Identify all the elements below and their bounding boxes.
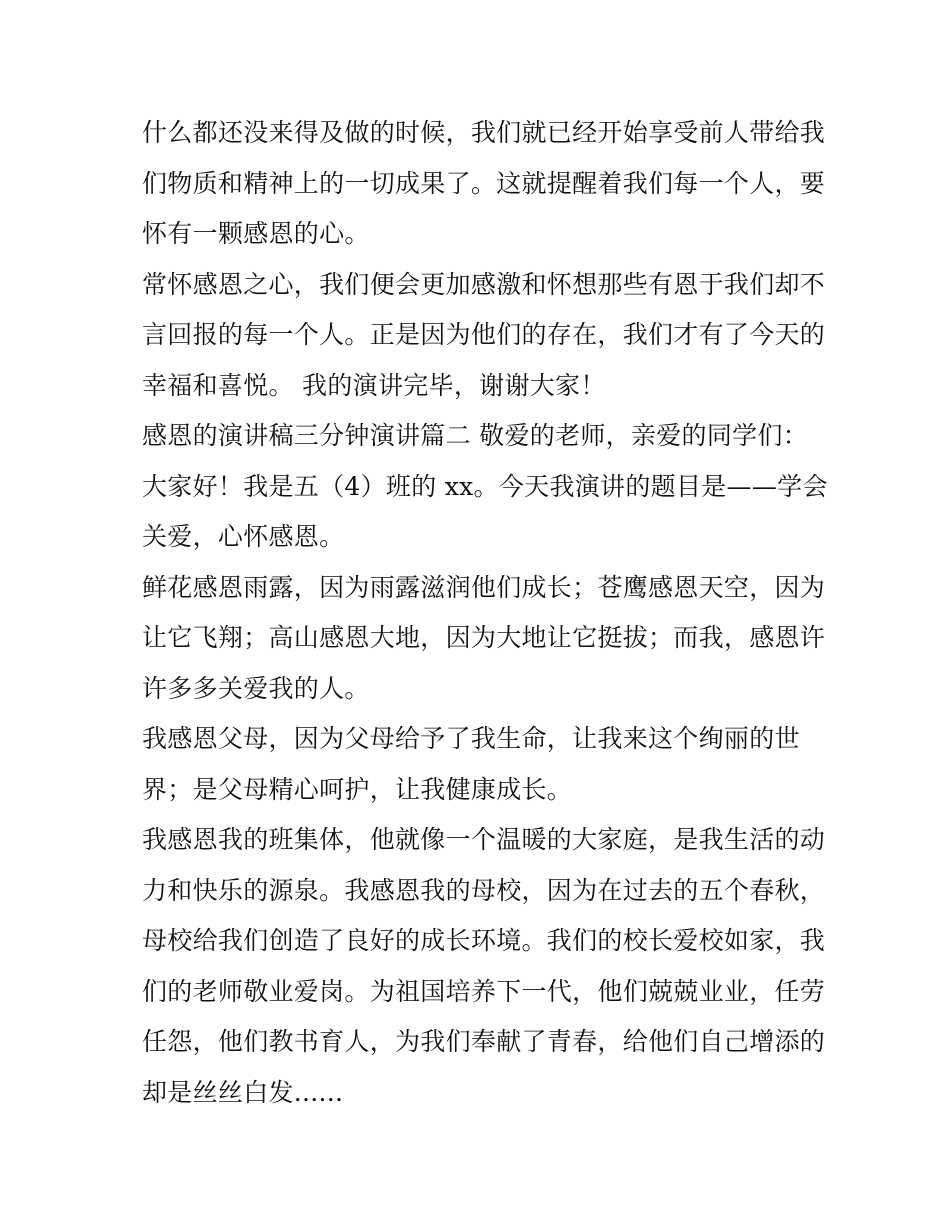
text-line: 鲜花感恩雨露，因为雨露滋润他们成长；苍鹰感恩天空，因为 [142, 572, 826, 602]
paragraph-greeting [142, 462, 828, 563]
text-line: 我感恩我的班集体，他就像一个温暖的大家庭，是我生活的动 [142, 825, 826, 854]
text-line: 言回报的每一个人。正是因为他们的存在，我们才有了今天的 [142, 320, 826, 349]
text-line: 关爱，心怀感恩。 [142, 522, 345, 551]
paragraph-class-and-school [142, 815, 826, 1118]
paragraph-speech-ending [142, 260, 826, 412]
text-line: 们的老师敬业爱岗。为祖国培养下一代，他们兢兢业业，任劳 [142, 976, 826, 1006]
text-line: 许多多关爱我的人。 [142, 673, 370, 703]
text-line: 任怨，他们教书育人，为我们奉献了青春，给他们自己增添的 [142, 1027, 826, 1056]
text-line: 大家好！我是五（4）班的 xx。今天我演讲的题目是——学会 [142, 471, 828, 501]
paragraph-parents [142, 714, 822, 815]
text-line: 什么都还没来得及做的时候，我们就已经开始享受前人带给我 [142, 118, 826, 147]
text-line: 母校给我们创造了良好的成长环境。我们的校长爱校如家，我 [142, 926, 826, 955]
text-line: 我感恩父母，因为父母给予了我生命，让我来这个绚丽的世 [142, 724, 800, 753]
document-body [142, 108, 828, 1118]
paragraph-speech-two-heading [142, 411, 822, 462]
text-line: 幸福和喜悦。 我的演讲完毕，谢谢大家！ [142, 370, 606, 400]
text-line: 们物质和精神上的一切成果了。这就提醒着我们每一个人，要 [142, 168, 826, 198]
text-line: 怀有一颗感恩的心。 [142, 219, 370, 248]
text-line: 常怀感恩之心，我们便会更加感激和怀想那些有恩于我们却不 [142, 269, 826, 299]
paragraph-nature-gratitude [142, 563, 826, 715]
text-line: 感恩的演讲稿三分钟演讲篇二 敬爱的老师，亲爱的同学们： [142, 421, 809, 450]
paragraph-gratitude-heart [142, 108, 826, 260]
text-line: 界；是父母精心呵护，让我健康成长。 [142, 774, 573, 804]
text-line: 却是丝丝白发...... [142, 1077, 344, 1107]
text-line: 力和快乐的源泉。我感恩我的母校，因为在过去的五个春秋， [142, 875, 826, 905]
text-line: 让它飞翔；高山感恩大地，因为大地让它挺拔；而我，感恩许 [142, 623, 826, 652]
